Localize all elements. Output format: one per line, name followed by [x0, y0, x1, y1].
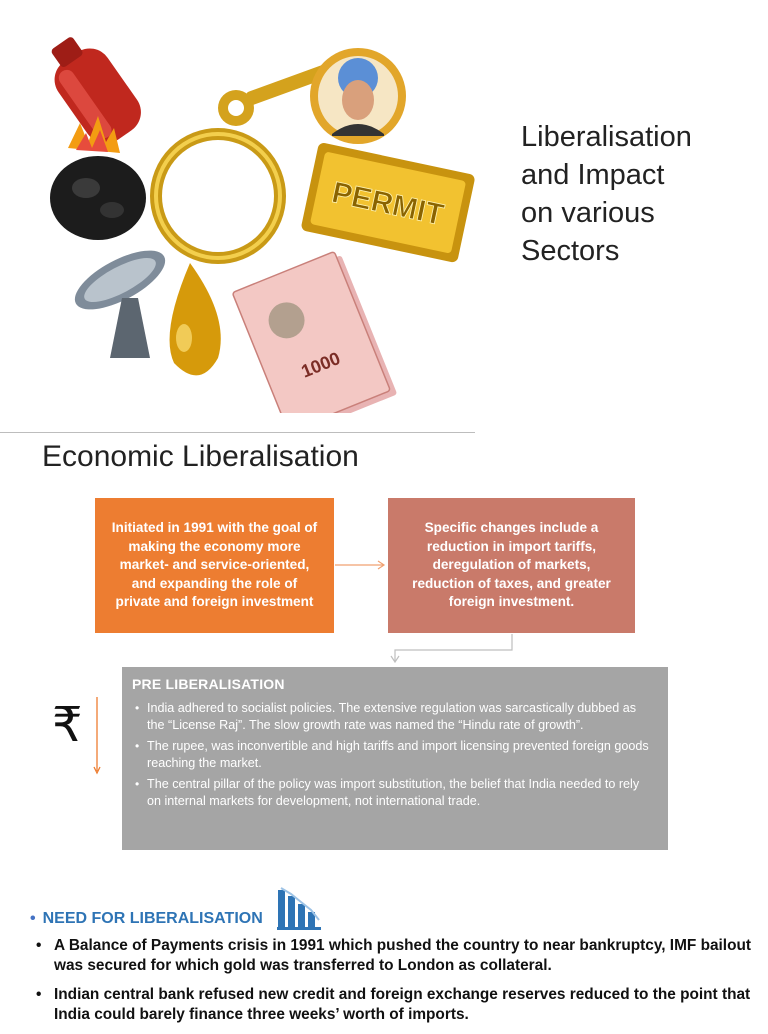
- bar-chart-icon: [277, 886, 321, 930]
- pre-liberalisation-list: [132, 700, 656, 810]
- need-header: [30, 884, 321, 930]
- banknote-icon: [232, 250, 397, 413]
- slide-title: [521, 118, 761, 270]
- need-label: [30, 910, 263, 928]
- elbow-arrow-connector: [391, 634, 512, 662]
- permit-tag-icon: [300, 142, 475, 263]
- changes-box: Specific changes include a reduction in import tariffs, deregulation of markets, reduction of taxes, and greater foreign investment.: [388, 498, 635, 633]
- section-heading: Economic Liberalisation: [42, 440, 359, 473]
- need-list: [34, 936, 754, 1034]
- cover-slide: [0, 0, 768, 432]
- title-line: Liberalisation: [521, 121, 692, 153]
- down-arrow-icon: [92, 697, 102, 775]
- list-item: • A Balance of Payments crisis in 1991 which pushed the country to near bankruptcy, IMF bailout was secured for which gold was transferred to London as collateral.: [54, 936, 754, 976]
- svg-text:PERMIT: PERMIT: [328, 176, 447, 232]
- need-label-text: NEED FOR LIBERALISATION: [42, 910, 263, 927]
- bullet-icon: •: [30, 910, 36, 927]
- title-line: and Impact: [521, 159, 665, 191]
- panel-title: PRE LIBERALISATION: [132, 676, 285, 692]
- portrait-medallion-icon: [310, 48, 406, 144]
- burning-coal-icon: [50, 116, 146, 240]
- list-item: • Indian central bank refused new credit and foreign exchange reserves reduced to the point that India could barely finance three weeks’ worth of imports.: [54, 985, 754, 1025]
- arrow-right-connector: [335, 561, 384, 569]
- list-item: • The central pillar of the policy was import substitution, the belief that India needed to rely on internal markets for development, not international trade.: [147, 776, 656, 810]
- satellite-dish-icon: [66, 239, 173, 358]
- title-line: Sectors: [521, 235, 620, 267]
- rupee-icon: ₹: [52, 699, 83, 752]
- pre-liberalisation-panel: [122, 667, 668, 850]
- title-line: on various: [521, 197, 655, 229]
- initiation-box: Initiated in 1991 with the goal of making the economy more market- and service-oriented, and expanding the role of private and foreign investment: [95, 498, 334, 633]
- oil-drop-icon: [170, 263, 221, 375]
- list-item: • The rupee, was inconvertible and high tariffs and import licensing prevented foreign goods reaching the market.: [147, 738, 656, 772]
- svg-text:1000: 1000: [298, 348, 344, 382]
- slide-divider: [0, 432, 475, 433]
- list-item: • India adhered to socialist policies. The extensive regulation was sarcastically dubbed as the “License Raj”. The slow growth rate was named the “Hindu rate of growth”.: [147, 700, 656, 734]
- liberalisation-illustration: [40, 18, 480, 413]
